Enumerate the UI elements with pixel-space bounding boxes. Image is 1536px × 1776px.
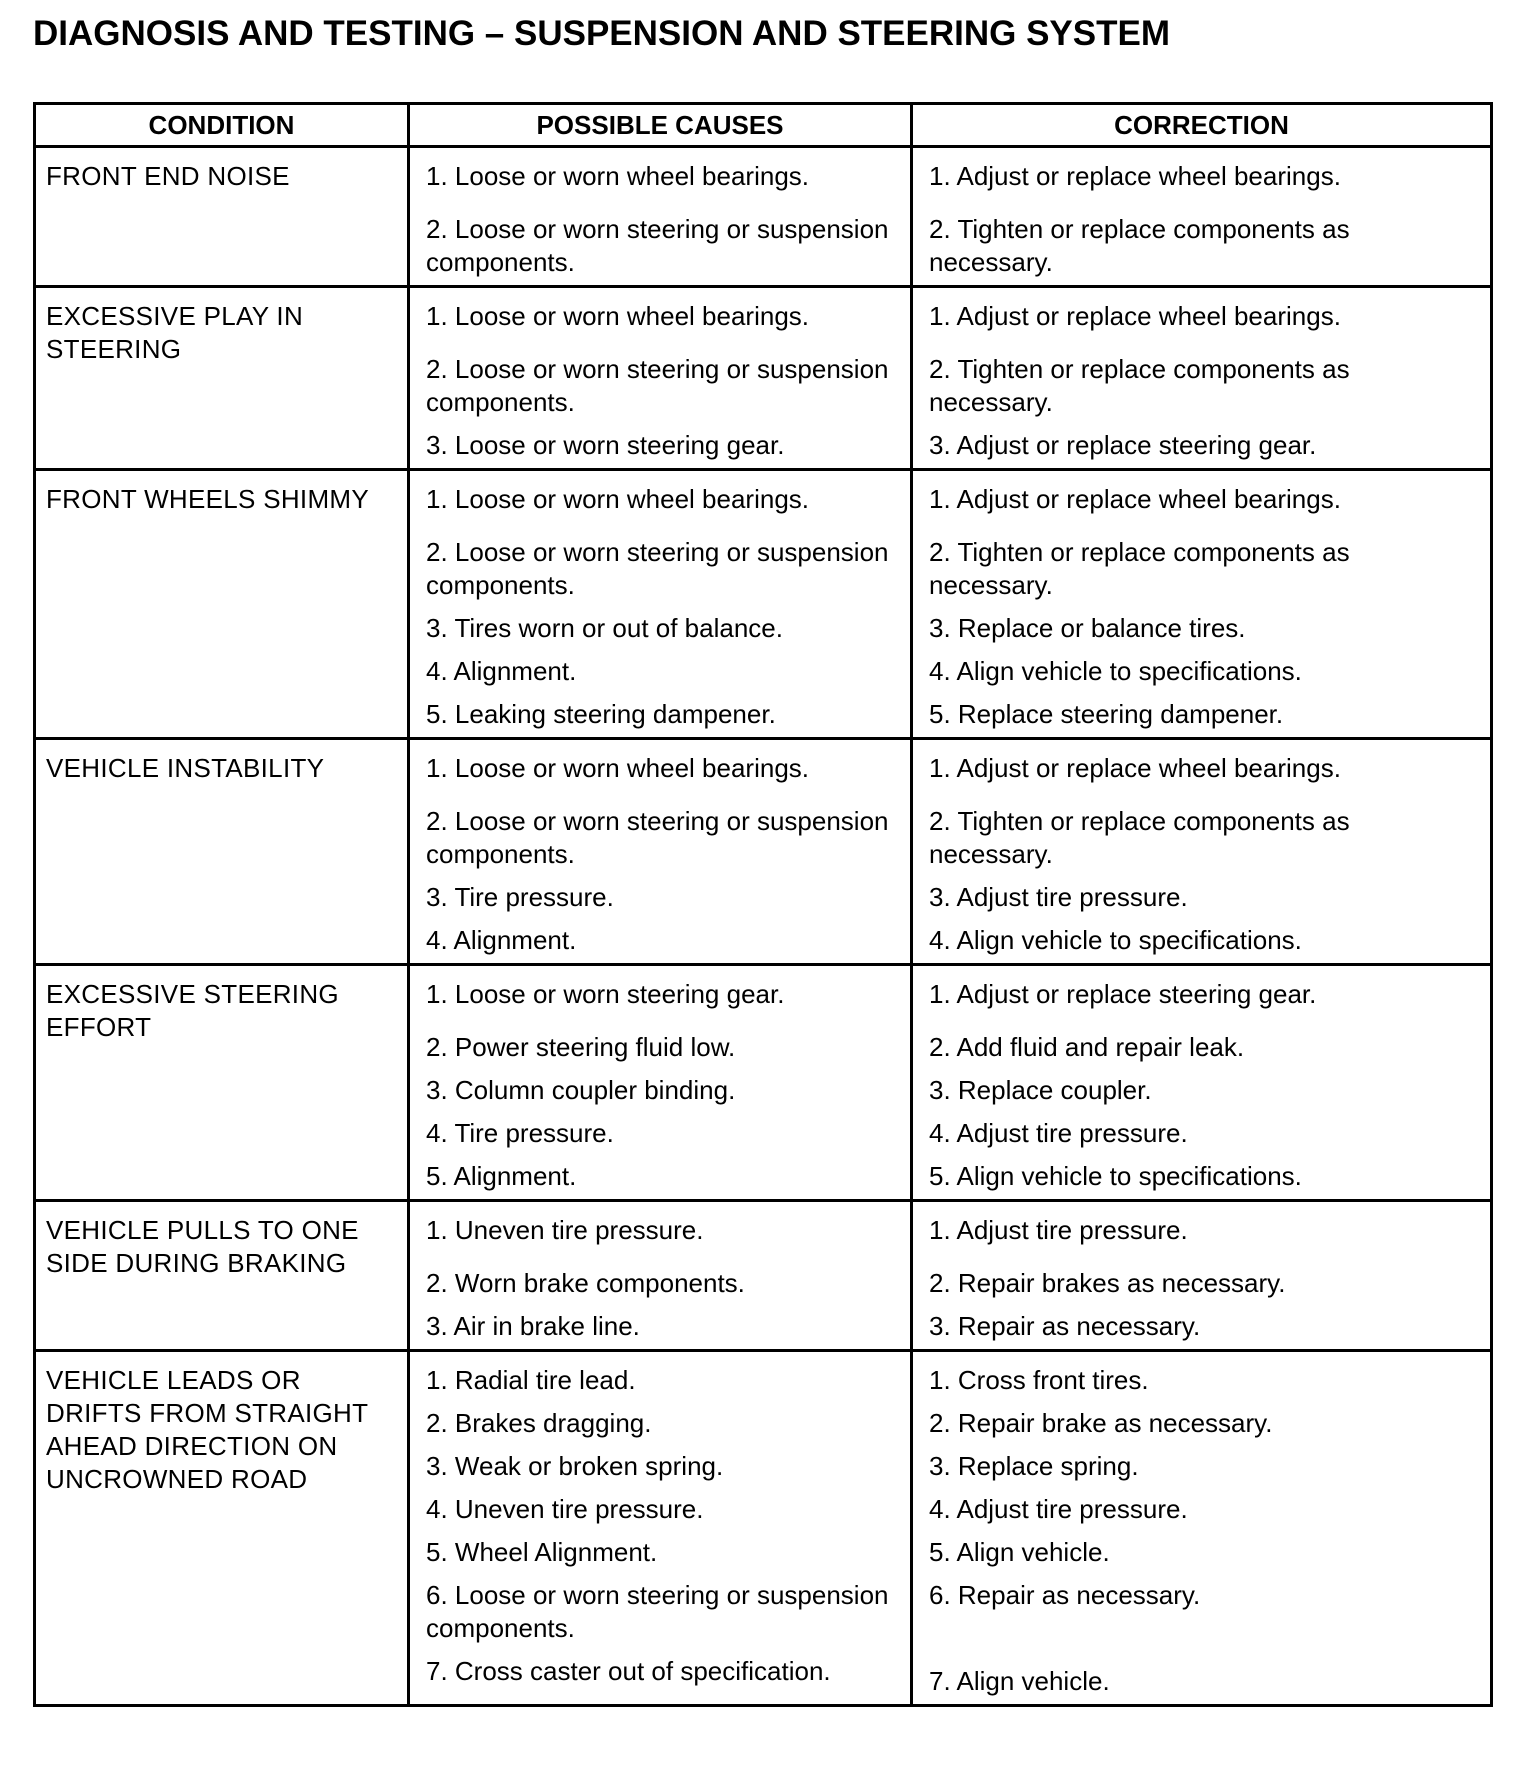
correction-item: 1. Adjust or replace wheel bearings. bbox=[929, 161, 1341, 191]
cause-item: 2. Brakes dragging. bbox=[426, 1408, 652, 1438]
table-row bbox=[35, 739, 1492, 965]
corrections-cell bbox=[912, 739, 1492, 965]
condition-cell: FRONT END NOISE bbox=[35, 147, 409, 287]
condition-cell: VEHICLE INSTABILITY bbox=[35, 739, 409, 965]
cause-item: 3. Loose or worn steering gear. bbox=[426, 430, 785, 460]
cause-item: 2. Loose or worn steering or suspension components. bbox=[426, 537, 889, 600]
table-row bbox=[35, 470, 1492, 739]
correction-item: 7. Align vehicle. bbox=[929, 1666, 1110, 1696]
correction-item: 4. Align vehicle to specifications. bbox=[929, 925, 1302, 955]
cause-item: 3. Weak or broken spring. bbox=[426, 1451, 724, 1481]
correction-item: 3. Replace coupler. bbox=[929, 1075, 1152, 1105]
correction-item: 2. Tighten or replace components as necessary. bbox=[929, 537, 1350, 600]
table-row bbox=[35, 1201, 1492, 1351]
correction-item: 5. Replace steering dampener. bbox=[929, 699, 1284, 729]
cause-item: 6. Loose or worn steering or suspension components. bbox=[426, 1580, 889, 1643]
correction-item: 1. Adjust or replace wheel bearings. bbox=[929, 484, 1341, 514]
causes-cell bbox=[409, 470, 912, 739]
correction-item: 3. Adjust or replace steering gear. bbox=[929, 430, 1317, 460]
corrections-cell bbox=[912, 287, 1492, 470]
header-correction: CORRECTION bbox=[912, 104, 1492, 147]
causes-cell bbox=[409, 1351, 912, 1706]
correction-item: 4. Align vehicle to specifications. bbox=[929, 656, 1302, 686]
cause-item: 3. Column coupler binding. bbox=[426, 1075, 736, 1105]
cause-item: 1. Radial tire lead. bbox=[426, 1365, 636, 1395]
correction-item: 5. Align vehicle. bbox=[929, 1537, 1110, 1567]
cause-item: 1. Loose or worn wheel bearings. bbox=[426, 161, 810, 191]
cause-item: 1. Loose or worn steering gear. bbox=[426, 979, 785, 1009]
correction-item: 1. Adjust or replace wheel bearings. bbox=[929, 753, 1341, 783]
corrections-cell bbox=[912, 470, 1492, 739]
table-header-row bbox=[35, 104, 1492, 147]
correction-item: 2. Repair brake as necessary. bbox=[929, 1408, 1273, 1438]
corrections-cell bbox=[912, 1351, 1492, 1706]
diagnosis-table bbox=[33, 102, 1493, 1707]
correction-item: 5. Align vehicle to specifications. bbox=[929, 1161, 1302, 1191]
causes-cell bbox=[409, 147, 912, 287]
table-row bbox=[35, 287, 1492, 470]
cause-item: 1. Loose or worn wheel bearings. bbox=[426, 484, 810, 514]
condition-cell: VEHICLE PULLS TO ONE SIDE DURING BRAKING bbox=[35, 1201, 409, 1351]
table-row bbox=[35, 147, 1492, 287]
correction-item: 2. Tighten or replace components as necessary. bbox=[929, 214, 1350, 277]
correction-item: 3. Replace spring. bbox=[929, 1451, 1139, 1481]
correction-item: 1. Cross front tires. bbox=[929, 1365, 1149, 1395]
causes-cell bbox=[409, 287, 912, 470]
cause-item: 4. Tire pressure. bbox=[426, 1118, 614, 1148]
causes-cell bbox=[409, 739, 912, 965]
table-row bbox=[35, 965, 1492, 1201]
cause-item: 3. Air in brake line. bbox=[426, 1311, 640, 1341]
cause-item: 3. Tires worn or out of balance. bbox=[426, 613, 783, 643]
condition-cell: FRONT WHEELS SHIMMY bbox=[35, 470, 409, 739]
correction-item: 4. Adjust tire pressure. bbox=[929, 1494, 1188, 1524]
cause-item: 5. Wheel Alignment. bbox=[426, 1537, 658, 1567]
correction-item: 2. Repair brakes as necessary. bbox=[929, 1268, 1286, 1298]
correction-item: 4. Adjust tire pressure. bbox=[929, 1118, 1188, 1148]
corrections-cell bbox=[912, 1201, 1492, 1351]
table-row bbox=[35, 1351, 1492, 1706]
page-title: DIAGNOSIS AND TESTING – SUSPENSION AND STEERING SYSTEM bbox=[33, 14, 1171, 53]
condition-cell: EXCESSIVE STEERING EFFORT bbox=[35, 965, 409, 1201]
correction-item: 1. Adjust tire pressure. bbox=[929, 1215, 1188, 1245]
header-condition: CONDITION bbox=[35, 104, 409, 147]
cause-item: 4. Alignment. bbox=[426, 925, 577, 955]
cause-item: 2. Loose or worn steering or suspension components. bbox=[426, 214, 889, 277]
cause-item: 2. Power steering fluid low. bbox=[426, 1032, 736, 1062]
cause-item: 2. Loose or worn steering or suspension components. bbox=[426, 354, 889, 417]
cause-item: 5. Leaking steering dampener. bbox=[426, 699, 776, 729]
corrections-cell bbox=[912, 965, 1492, 1201]
causes-cell bbox=[409, 965, 912, 1201]
correction-item: 6. Repair as necessary. bbox=[929, 1580, 1201, 1610]
condition-cell: VEHICLE LEADS OR DRIFTS FROM STRAIGHT AHEAD DIRECTION ON UNCROWNED ROAD bbox=[35, 1351, 409, 1706]
cause-item: 2. Loose or worn steering or suspension components. bbox=[426, 806, 889, 869]
cause-item: 2. Worn brake components. bbox=[426, 1268, 745, 1298]
correction-item: 3. Replace or balance tires. bbox=[929, 613, 1246, 643]
causes-cell bbox=[409, 1201, 912, 1351]
corrections-cell bbox=[912, 147, 1492, 287]
condition-cell: EXCESSIVE PLAY IN STEERING bbox=[35, 287, 409, 470]
cause-item: 1. Loose or worn wheel bearings. bbox=[426, 301, 810, 331]
correction-item: 2. Add fluid and repair leak. bbox=[929, 1032, 1245, 1062]
cause-item: 4. Alignment. bbox=[426, 656, 577, 686]
correction-item: 3. Adjust tire pressure. bbox=[929, 882, 1188, 912]
cause-item: 1. Loose or worn wheel bearings. bbox=[426, 753, 810, 783]
cause-item: 4. Uneven tire pressure. bbox=[426, 1494, 704, 1524]
cause-item: 1. Uneven tire pressure. bbox=[426, 1215, 704, 1245]
correction-item: 2. Tighten or replace components as necessary. bbox=[929, 806, 1350, 869]
correction-item: 1. Adjust or replace wheel bearings. bbox=[929, 301, 1341, 331]
correction-item: 2. Tighten or replace components as necessary. bbox=[929, 354, 1350, 417]
cause-item: 3. Tire pressure. bbox=[426, 882, 614, 912]
header-possible-causes: POSSIBLE CAUSES bbox=[409, 104, 912, 147]
correction-item: 1. Adjust or replace steering gear. bbox=[929, 979, 1317, 1009]
correction-item: 3. Repair as necessary. bbox=[929, 1311, 1201, 1341]
cause-item: 5. Alignment. bbox=[426, 1161, 577, 1191]
cause-item: 7. Cross caster out of specification. bbox=[426, 1656, 831, 1686]
